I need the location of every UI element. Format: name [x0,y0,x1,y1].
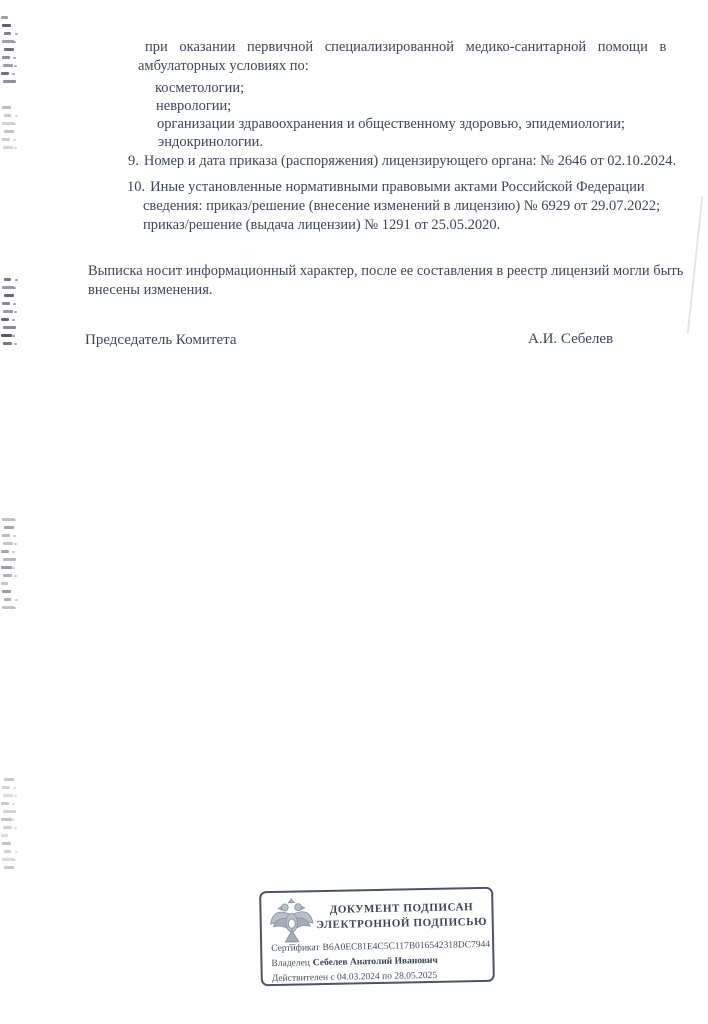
scan-artifact-mark [3,342,12,345]
scan-artifact-dot [12,819,15,821]
activity-intro-line2: амбулаторных условиях по: [138,58,309,74]
scan-artifact-mark [4,278,11,281]
scan-artifact-mark [3,794,13,797]
scan-artifact-mark [2,590,11,593]
scan-artifact-mark [2,56,10,59]
scan-artifact-mark [3,310,13,313]
scan-artifact-mark [3,80,16,83]
scan-artifact-dot [14,575,17,577]
scan-artifact-mark [3,810,16,813]
scan-artifact-mark [4,114,11,117]
certificate-label: Сертификат [271,943,320,955]
scan-artifact-mark [1,72,9,75]
scan-artifact-dot [15,279,18,281]
scan-artifact-mark [3,574,12,577]
scan-artifact-dot [13,57,16,59]
electronic-signature-stamp [259,887,495,986]
scan-artifact-mark [1,334,12,337]
scan-artifact-dot [15,115,18,117]
scan-artifact-mark [4,778,14,781]
scan-artifact-mark [3,326,16,329]
scan-artifact-mark [3,558,16,561]
scan-artifact-mark [1,582,8,585]
owner-value: Себелев Анатолий Иванович [312,955,438,969]
scan-artifact-mark [1,834,8,837]
scan-artifact-dot [13,535,16,537]
page-edge-streak [687,196,703,333]
scan-artifact-dot [12,803,15,805]
scan-artifact-mark [1,318,9,321]
scan-artifact-mark [2,302,10,305]
stamp-title-line2: ЭЛЕКТРОННОЙ ПОДПИСЬЮ [316,915,488,932]
activity-item: организации здравоохранения и общественному здоровью, эпидемиологии; [157,116,625,132]
scan-artifact-mark [3,146,13,149]
scan-artifact-mark [4,48,14,51]
scan-artifact-dot [13,859,16,861]
scan-artifact-mark [4,850,11,853]
scan-artifact-mark [4,130,14,133]
scan-artifact-mark [2,534,10,537]
scan-artifact-mark [1,550,9,553]
numbered-item-10-line3: приказ/решение (выдача лицензии) № 1291 от 25.05.2020. [143,217,501,233]
scan-artifact-dot [12,551,15,553]
scan-artifact-dot [12,335,15,337]
numbered-item-10-line2: сведения: приказ/решение (внесение изменений в лицензию) № 6929 от 29.07.2022; [143,198,661,214]
scan-artifact-mark [1,818,12,821]
activity-item: косметологии; [155,80,245,96]
scan-artifact-dot [12,567,15,569]
scan-artifact-dot [13,303,16,305]
scan-artifact-dot [15,599,18,601]
scan-artifact-dot [14,311,17,313]
scan-artifact-mark [2,24,11,27]
scan-artifact-mark [1,566,12,569]
note-line2: внесены изменения. [88,282,213,298]
scan-artifact-mark [4,32,11,35]
owner-label: Владелец [271,958,310,970]
scan-artifact-dot [13,41,16,43]
item-number: 10. [127,179,146,195]
scan-artifact-dot [13,287,16,289]
item-text: Иные установленные нормативными правовыми актами Российской Федерации [150,179,645,195]
activity-intro-line1: при оказании первичной специализированной медико-санитарной помощи в [145,39,667,55]
scan-artifact-mark [1,802,9,805]
scan-artifact-dot [13,139,16,141]
scan-artifact-dot [14,795,17,797]
activity-item: эндокринологии. [158,134,264,150]
stamp-title-line1: ДОКУМЕНТ ПОДПИСАН [329,901,474,916]
stamp-validity-line: Действителен с 04.03.2024 по 28.05.2025 [271,970,438,985]
scan-artifact-dot [14,827,17,829]
activity-item: неврологии; [156,98,232,114]
scan-artifact-mark [1,16,8,19]
scan-artifact-mark [4,866,14,869]
note-line1: Выписка носит информационный характер, после ее составления в реестр лицензий могли быть [88,263,684,279]
scan-artifact-dot [14,343,17,345]
numbered-item-10 [127,178,645,197]
scan-artifact-dot [14,147,17,149]
signatory-name: А.И. Себелев [528,331,614,347]
scan-artifact-dot [15,33,18,35]
item-number: 9. [128,153,139,169]
scan-artifact-mark [3,542,13,545]
scan-artifact-dot [13,123,16,125]
scan-artifact-mark [2,786,10,789]
scan-artifact-mark [2,106,11,109]
scan-artifact-dot [13,519,16,521]
scan-artifact-mark [3,826,12,829]
scan-artifact-dot [12,319,15,321]
numbered-item-9 [128,152,676,171]
scan-artifact-mark [4,526,14,529]
scan-artifact-dot [14,65,17,67]
scan-artifact-mark [4,598,11,601]
scan-artifact-mark [2,842,11,845]
scan-artifact-dot [13,787,16,789]
scan-artifact-mark [4,294,14,297]
signatory-title: Председатель Комитета [85,332,237,348]
scan-artifact-dot [15,851,18,853]
scan-artifact-mark [3,64,13,67]
scan-artifact-dot [12,73,15,75]
item-text: Номер и дата приказа (распоряжения) лицензирующего органа: № 2646 от 02.10.2024. [143,153,677,169]
scan-artifact-mark [2,138,10,141]
scan-artifact-dot [14,543,17,545]
scan-artifact-dot [13,607,16,609]
certificate-value: B6A0EC81E4C5C117B016542318DC7944 [322,939,491,954]
